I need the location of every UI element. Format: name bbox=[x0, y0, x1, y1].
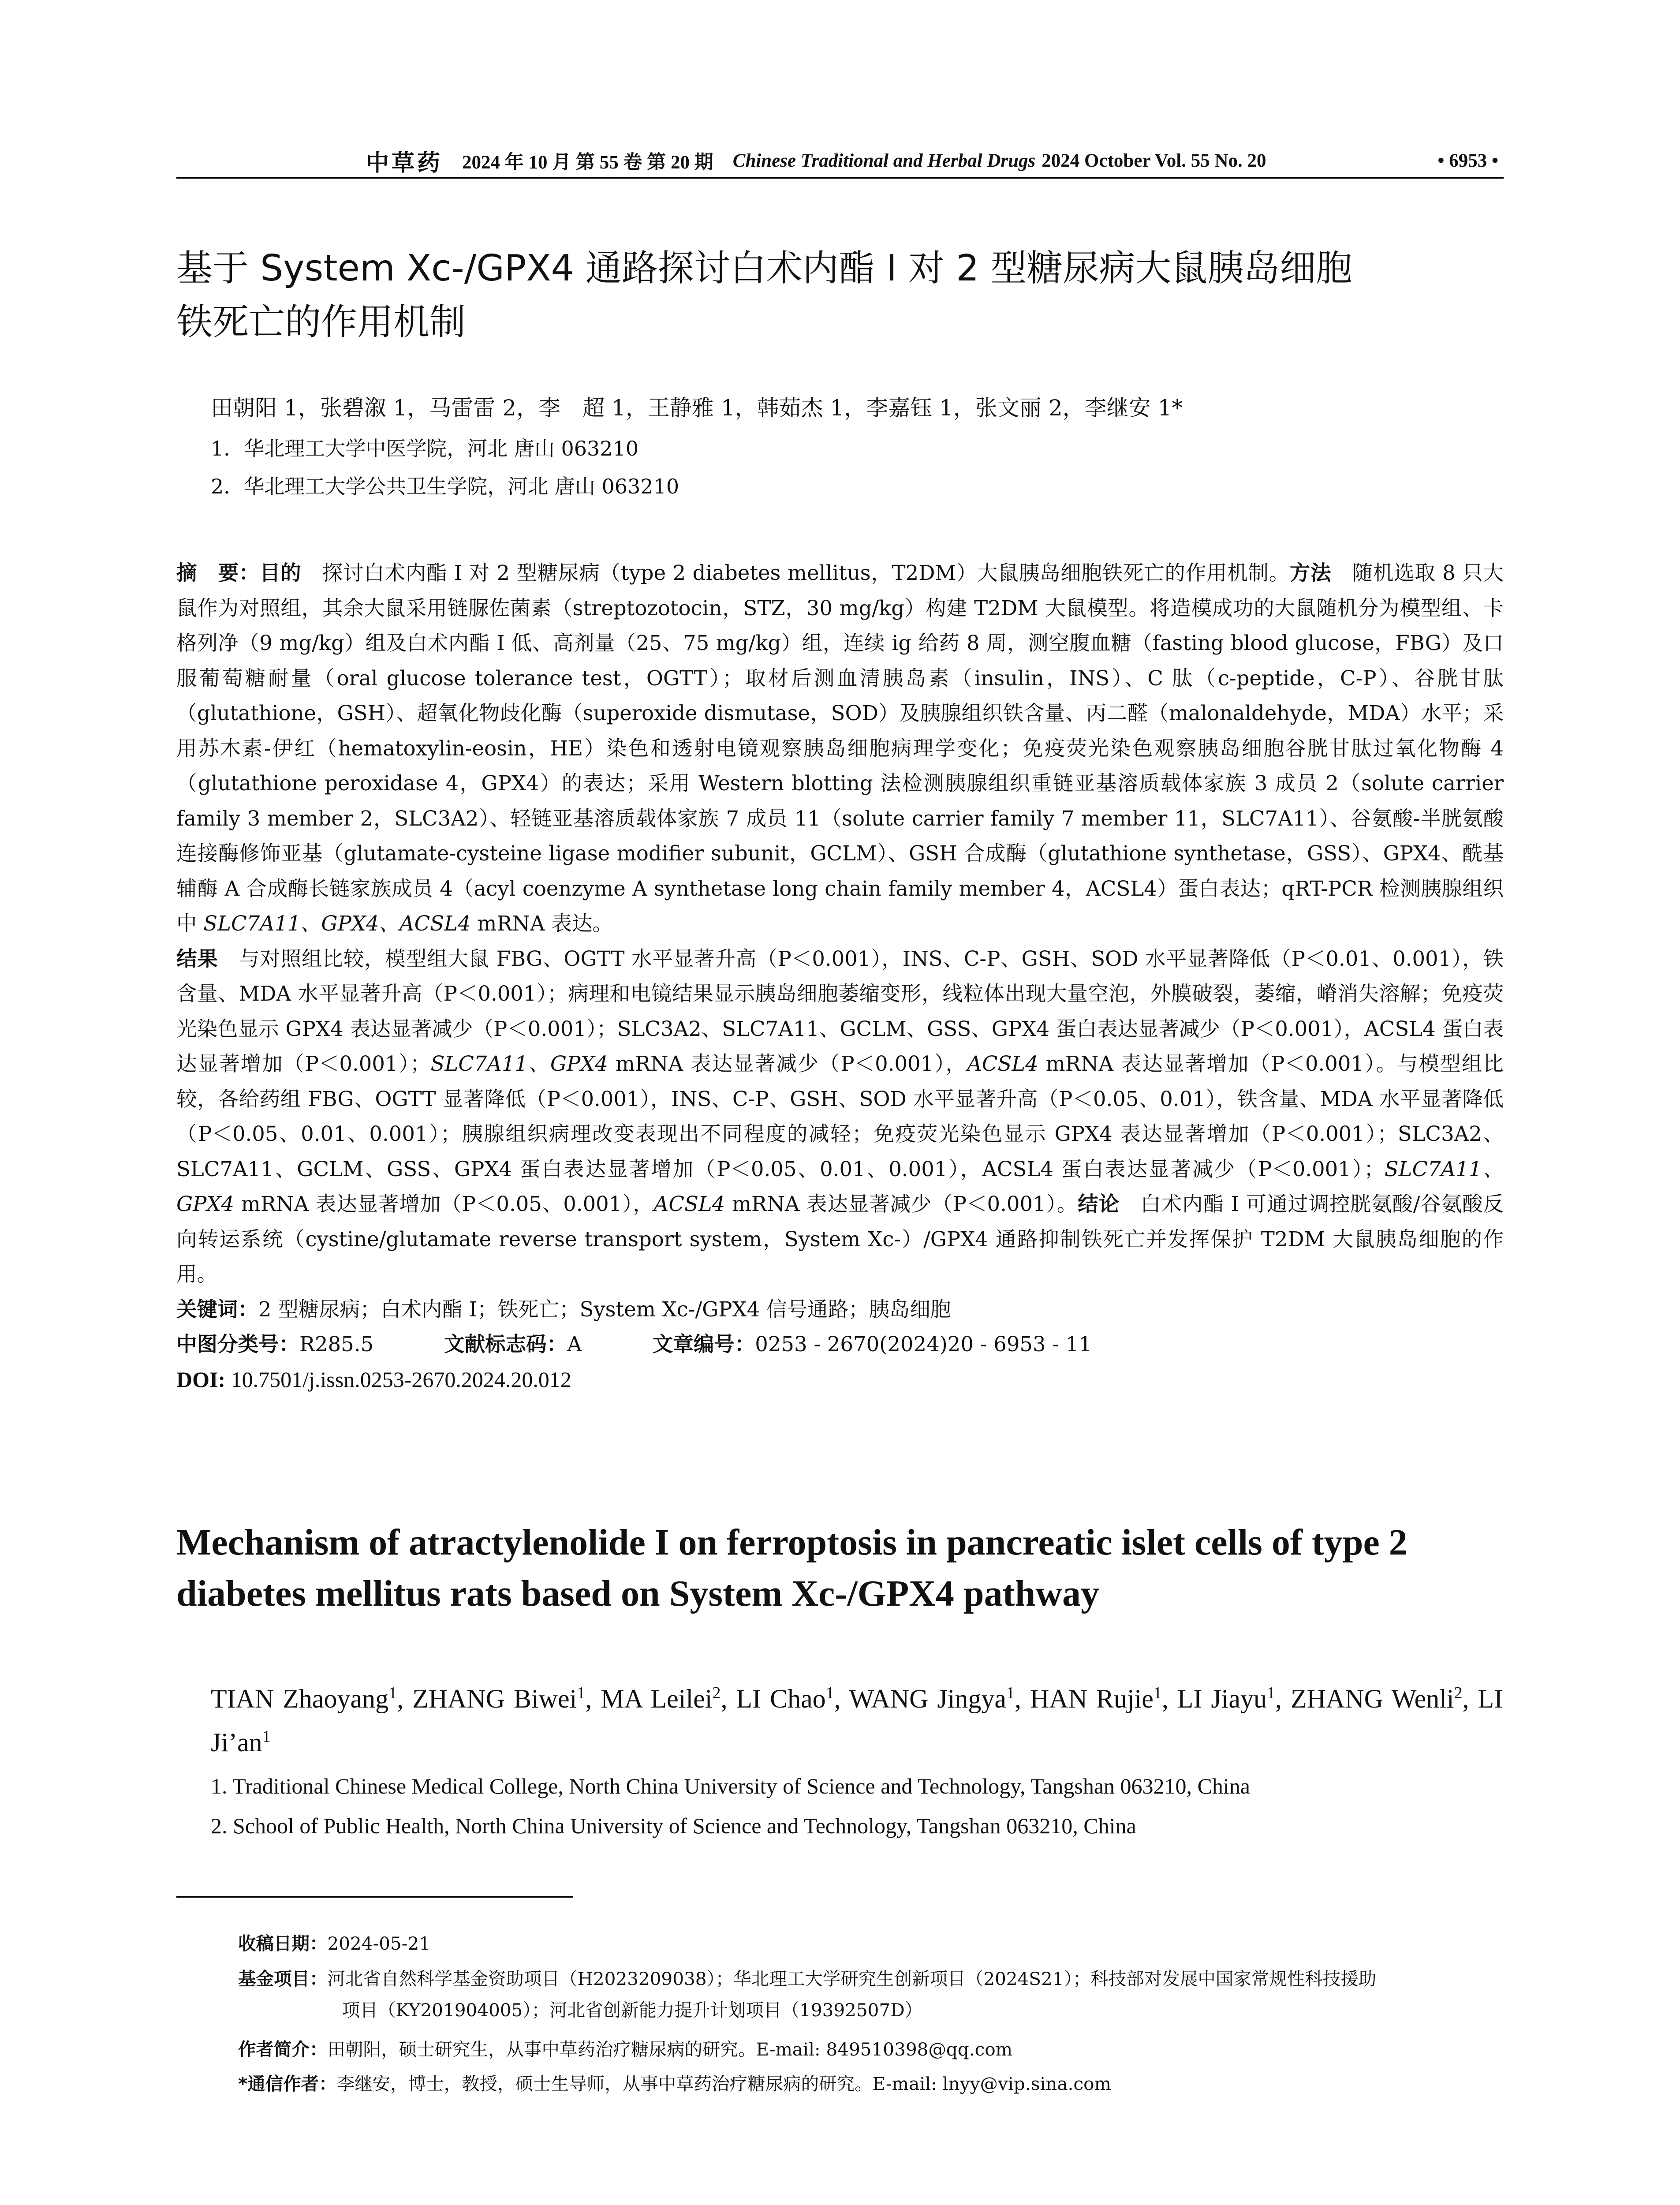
affiliation-zh: 1．华北理工大学中医学院，河北 唐山 063210 bbox=[211, 437, 639, 460]
result-genes: SLC7A11、GPX4 bbox=[430, 1052, 608, 1076]
author-en: WANG Jingya$^1$ bbox=[849, 1684, 1015, 1713]
objective-text: 探讨白术内酯 I 对 2 型糖尿病（type 2 diabetes mellitus，T2DM）大鼠胰岛细胞铁死亡的作用机制。 bbox=[301, 561, 1290, 585]
affiliation-zh: 2．华北理工大学公共卫生学院，河北 唐山 063210 bbox=[211, 475, 679, 498]
title-en-line: diabetes mellitus rats based on System Xc-/GPX4 pathway bbox=[176, 1573, 1099, 1614]
issue-info-en: 2024 October Vol. 55 No. 20 bbox=[1042, 150, 1266, 171]
author-en: ZHANG Wenli$^2$ bbox=[1290, 1684, 1463, 1713]
abstract-zh bbox=[176, 556, 1504, 1397]
doi-line bbox=[176, 1362, 1504, 1398]
author-affiliation-mark: 2 bbox=[712, 1684, 721, 1702]
title-zh-line: 铁死亡的作用机制 bbox=[176, 301, 466, 343]
clc-value: R285.5 bbox=[299, 1332, 374, 1356]
fund-text: 河北省自然科学基金资助项目（H2023209038）；华北理工大学研究生创新项目（2024S21）；科技部对发展中国家常规性科技援助 bbox=[327, 1968, 1377, 1989]
method-text: 随机选取 8 只大鼠作为对照组，其余大鼠采用链脲佐菌素（streptozotocin，STZ，30 mg/kg）构建 T2DM 大鼠模型。将造模成功的大鼠随机分为模型组、卡格列净（9 mg/kg）组及白术内酯 I 低、高剂量（25、75 mg/kg）组，连续 ig 给药 8 周，测空腹血糖（fasting blood glucose，FBG）及口服葡萄糖耐量（oral glucose tolerance test，OGTT）；取材后测血清胰岛素（insulin，INS）、C 肽（c-peptide，C-P）、谷胱甘肽（glutathione，GSH）、超氧化物歧化酶（superoxide dismutase，SOD）及胰腺组织铁含量、丙二醛（malonaldehyde，MDA）水平；采用苏木素-伊红（hematoxylin-eosin，HE）染色和透射电镜观察胰岛细胞病理学变化；免疫荧光染色观察胰岛细胞谷胱甘肽过氧化物酶 4（glutathione peroxidase 4，GPX4）的表达；采用 Western blotting 法检测胰腺组织重链亚基溶质载体家族 3 成员 2（solute carrier family 3 member 2，SLC3A2）、轻链亚基溶质载体家族 7 成员 11（solute carrier family 7 member 11，SLC7A11）、谷氨酸-半胱氨酸连接酶修饰亚基（glutamate-cysteine ligase modifier subunit，GCLM）、GSH 合成酶（glutathione synthetase，GSS）、GPX4、酰基辅酶 A 合成酶长链家族成员 4（acyl coenzyme A synthetase long chain family member 4，ACSL4）蛋白表达；qRT-PCR 检测胰腺组织中 bbox=[176, 561, 1504, 935]
author-en: LI Chao$^1$ bbox=[736, 1684, 834, 1713]
author-en: LI $Ji’an^1$ bbox=[211, 1684, 1503, 1757]
doc-code-value: A bbox=[567, 1332, 582, 1356]
issue-info: 2024 年 10 月 第 55 卷 第 20 期 bbox=[462, 152, 713, 173]
clc-label: 中图分类号： bbox=[176, 1332, 299, 1356]
method-text-end: mRNA 表达。 bbox=[470, 912, 613, 935]
title-zh bbox=[176, 242, 1504, 349]
result-text: mRNA 表达显著增加（P＜0.001）。与模型组比较，各给药组 FBG、OGTT 显著降低（P＜0.001），INS、C-P、GSH、SOD 水平显著升高（P＜0.05、0.01），铁含量、MDA 水平显著降低（P＜0.05、0.01、0.001）；胰腺组织病理改变表现出不同程度的减轻；免疫荧光染色显示 GPX4 表达显著增加（P＜0.001）；SLC3A2、SLC7A11、GCLM、GSS、GPX4 蛋白表达显著增加（P＜0.05、0.01、0.001），ACSL4 蛋白表达显著减少（P＜0.001）； bbox=[176, 1052, 1504, 1181]
received-date: 2024-05-21 bbox=[327, 1933, 431, 1954]
keywords-line bbox=[176, 1292, 1504, 1327]
journal-name: 中草药 bbox=[366, 150, 443, 176]
author-affiliation-mark: 1 bbox=[1267, 1684, 1275, 1702]
result-text: mRNA 表达显著减少（P＜0.001）。 bbox=[725, 1192, 1078, 1216]
doi-value: 10.7501/j.issn.0253-2670.2024.20.012 bbox=[225, 1367, 571, 1392]
result-text: mRNA 表达显著增加（P＜0.05、0.001）， bbox=[234, 1192, 654, 1216]
authors-zh: 田朝阳 1，张碧溆 1，马雷雷 2，李 超 1，王静雅 1，韩茹杰 1，李嘉钰 1，张文丽 2，李继安 1* bbox=[211, 395, 1183, 421]
keywords-label: 关键词： bbox=[176, 1297, 258, 1321]
doc-code-label: 文献标志码： bbox=[444, 1332, 567, 1356]
result-label: 结果 bbox=[176, 946, 218, 971]
conclusion-text: 白术内酯 I 可通过调控胱氨酸/谷氨酸反向转运系统（cystine/glutamate reverse transport system，System Xc-）/GPX4 通路抑制铁死亡并发挥保护 T2DM 大鼠胰岛细胞的作用。 bbox=[176, 1192, 1504, 1286]
footnote-fund bbox=[238, 1963, 1504, 2026]
footnote-received bbox=[238, 1928, 1504, 1959]
author-affiliation-mark: 1 bbox=[1153, 1684, 1162, 1702]
author-affiliation-mark: 1 bbox=[388, 1684, 397, 1702]
keywords-text: 2 型糖尿病；白术内酯 I；铁死亡；System Xc-/GPX4 信号通路；胰岛细胞 bbox=[258, 1297, 951, 1321]
author-affiliation-mark: 1 bbox=[1006, 1684, 1015, 1702]
received-label: 收稿日期： bbox=[238, 1933, 328, 1954]
title-en-line: Mechanism of atractylenolide I on ferroptosis in pancreatic islet cells of type 2 bbox=[176, 1522, 1407, 1563]
conclusion-label: 结论 bbox=[1078, 1192, 1120, 1216]
author-affiliation-mark: 1 bbox=[825, 1684, 834, 1702]
fund-label: 基金项目： bbox=[238, 1968, 328, 1989]
header-rule bbox=[176, 177, 1504, 179]
classification-line bbox=[176, 1327, 1504, 1362]
author-en: ZHANG Biwei$^1$ bbox=[412, 1684, 586, 1713]
journal-name-en: Chinese Traditional and Herbal Drugs bbox=[732, 150, 1036, 171]
title-en bbox=[176, 1517, 1504, 1619]
title-zh-line: 基于 System Xc-/GPX4 通路探讨白术内酯 I 对 2 型糖尿病大鼠胰岛细胞 bbox=[176, 247, 1352, 289]
author-affiliation-mark: 1 bbox=[262, 1727, 271, 1746]
doi-label: DOI: bbox=[176, 1367, 226, 1392]
result-text: 与对照组比较，模型组大鼠 FBG、OGTT 水平显著升高（P＜0.001），INS、C-P、GSH、SOD 水平显著降低（P＜0.01、0.001），铁含量、MDA 水平显著升高（P＜0.001）；病理和电镜结果显示胰岛细胞萎缩变形，线粒体出现大量空泡，外膜破裂，萎缩，嵴消失溶解；免疫荧光染色显示 GPX4 表达显著减少（P＜0.001）；SLC3A2、SLC7A11、GCLM、GSS、GPX4 蛋白表达显著减少（P＜0.001），ACSL4 蛋白表达显著增加（P＜0.001）； bbox=[176, 946, 1504, 1076]
article-no-label: 文章编号： bbox=[652, 1332, 755, 1356]
result-genes: SLC7A11、GPX4 bbox=[176, 1157, 1504, 1216]
author-en: LI Jiayu$^1$ bbox=[1177, 1684, 1275, 1713]
author-en: HAN Rujie$^1$ bbox=[1030, 1684, 1162, 1713]
footnote-corresponding bbox=[238, 2068, 1504, 2100]
abstract-label: 摘 要： bbox=[176, 561, 260, 585]
author-en: TIAN Zhaoyang$^1$ bbox=[211, 1684, 397, 1713]
footnote-rule bbox=[176, 1896, 573, 1898]
article-no-value: 0253 - 2670(2024)20 - 6953 - 11 bbox=[755, 1332, 1092, 1356]
author-bio-label: 作者简介： bbox=[238, 2039, 328, 2060]
corresponding-label: *通信作者： bbox=[238, 2073, 337, 2094]
author-affiliation-mark: 2 bbox=[1454, 1684, 1463, 1702]
corresponding-text: 李继安，博士，教授，硕士生导师，从事中草药治疗糖尿病的研究。E-mail: lnyy@vip.sina.com bbox=[336, 2073, 1111, 2094]
affiliation-en: 1. Traditional Chinese Medical College, North China University of Science and Technology, Tangshan 063210, China bbox=[211, 1774, 1250, 1798]
affiliation-en: 2. School of Public Health, North China University of Science and Technology, Tangshan 063210, China bbox=[211, 1813, 1136, 1838]
method-genes: SLC7A11、GPX4、ACSL4 bbox=[203, 912, 471, 935]
author-en: MA Leilei$^2$ bbox=[601, 1684, 721, 1713]
result-text: mRNA 表达显著减少（P＜0.001）， bbox=[608, 1052, 967, 1076]
footnote-author bbox=[238, 2034, 1504, 2065]
running-header bbox=[176, 145, 1504, 176]
author-bio: 田朝阳，硕士研究生，从事中草药治疗糖尿病的研究。E-mail: 849510398@qq.com bbox=[327, 2039, 1013, 2060]
author-affiliation-mark: 1 bbox=[577, 1684, 586, 1702]
method-label: 方法 bbox=[1289, 561, 1332, 585]
fund-text-cont: 项目（KY201904005）；河北省创新能力提升计划项目（19392507D） bbox=[342, 1999, 923, 2021]
page-number: • 6953 • bbox=[1437, 150, 1498, 171]
abstract-body bbox=[176, 556, 1504, 1292]
result-genes: ACSL4 bbox=[653, 1192, 725, 1216]
authors-en: TIAN Zhaoyang$^1$, ZHANG Biwei$^1$, MA Leilei$^2$, LI Chao$^1$, WANG Jingya$^1$, HAN Rujie$^1$, LI Jiayu$^1$, ZHANG Wenli$^2$, LI $Ji’an^1$ bbox=[211, 1684, 1503, 1757]
objective-label: 目的 bbox=[260, 561, 302, 585]
result-genes: ACSL4 bbox=[967, 1052, 1038, 1076]
